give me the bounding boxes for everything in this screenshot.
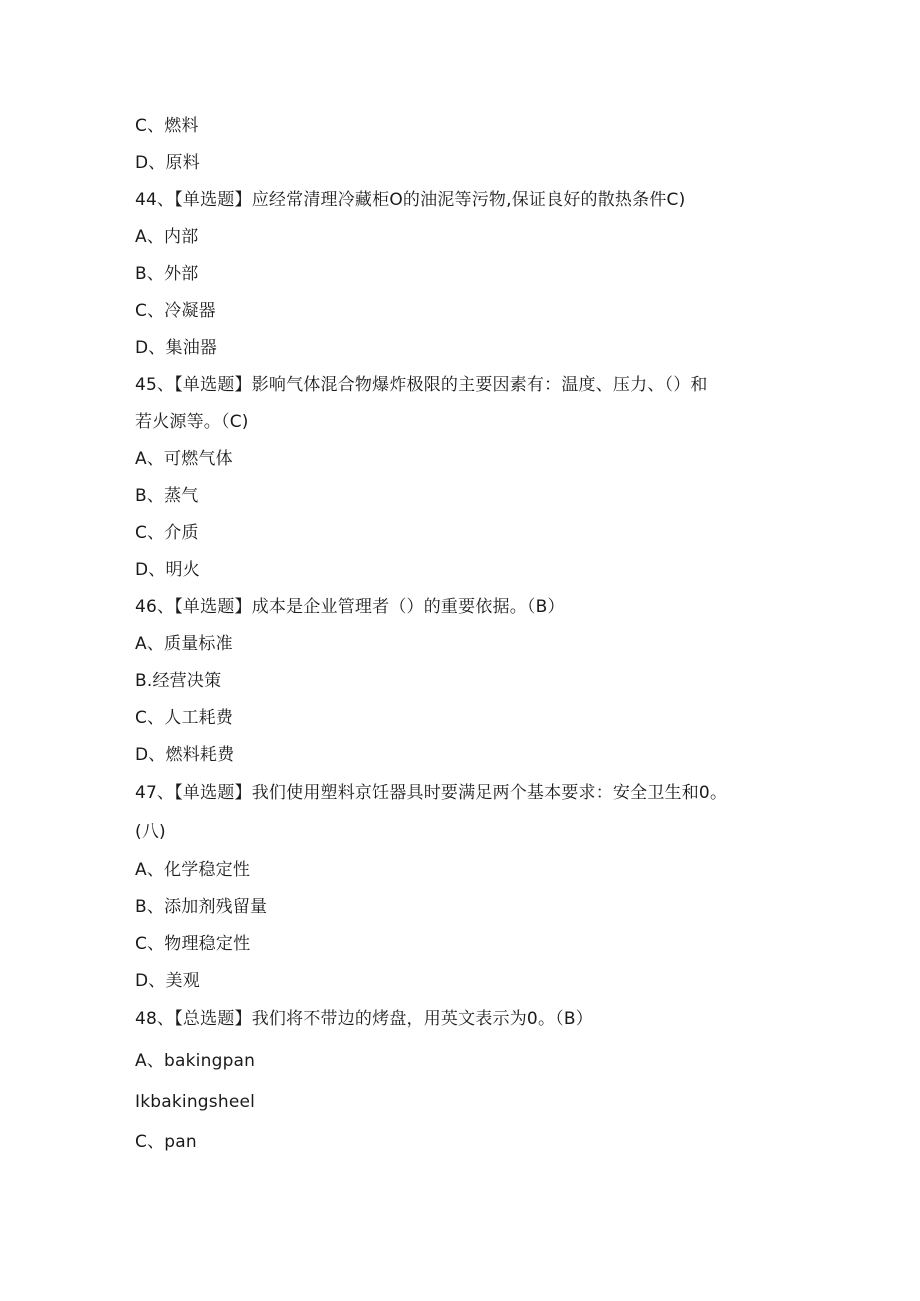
question-45-line-1: 45、【单选题】影响气体混合物爆炸极限的主要因素有：温度、压力、（）和 (135, 375, 708, 395)
option-d-q43: D、原料 (135, 153, 200, 173)
question-47-line-2: (八) (135, 822, 166, 842)
option-b-q46: B.经营决策 (135, 671, 222, 691)
option-c-q43: C、燃料 (135, 116, 199, 136)
option-d-q44: D、集油器 (135, 338, 218, 358)
question-48: 48、【总选题】我们将不带边的烤盘，用英文表示为0。（B） (135, 1009, 593, 1029)
option-b-q48: Ikbakingsheel (135, 1092, 256, 1112)
question-47-line-1: 47、【单选题】我们使用塑料京饪器具时要满足两个基本要求：安全卫生和0。 (135, 783, 728, 803)
option-a-q47: A、化学稳定性 (135, 860, 251, 880)
question-46: 46、【单选题】成本是企业管理者（）的重要依据。（B） (135, 597, 565, 617)
option-a-q44: A、内部 (135, 227, 199, 247)
option-d-q45: D、明火 (135, 560, 200, 580)
option-c-q46: C、人工耗费 (135, 708, 234, 728)
option-d-q47: D、美观 (135, 971, 200, 991)
question-45-line-2: 若火源等。（C) (135, 412, 249, 432)
option-b-q44: B、外部 (135, 264, 199, 284)
option-c-q48: C、pan (135, 1132, 197, 1152)
option-c-q45: C、介质 (135, 523, 199, 543)
option-b-q45: B、蒸气 (135, 486, 199, 506)
option-b-q47: B、添加剂残留量 (135, 897, 268, 917)
option-a-q48: A、bakingpan (135, 1051, 256, 1071)
option-a-q46: A、质量标准 (135, 634, 233, 654)
option-d-q46: D、燃料耗费 (135, 745, 235, 765)
option-c-q47: C、物理稳定性 (135, 934, 251, 954)
question-44: 44、【单选题】应经常清理冷藏柜O的油泥等污物,保证良好的散热条件C) (135, 190, 686, 210)
option-a-q45: A、可燃气体 (135, 449, 233, 469)
option-c-q44: C、冷凝器 (135, 301, 216, 321)
